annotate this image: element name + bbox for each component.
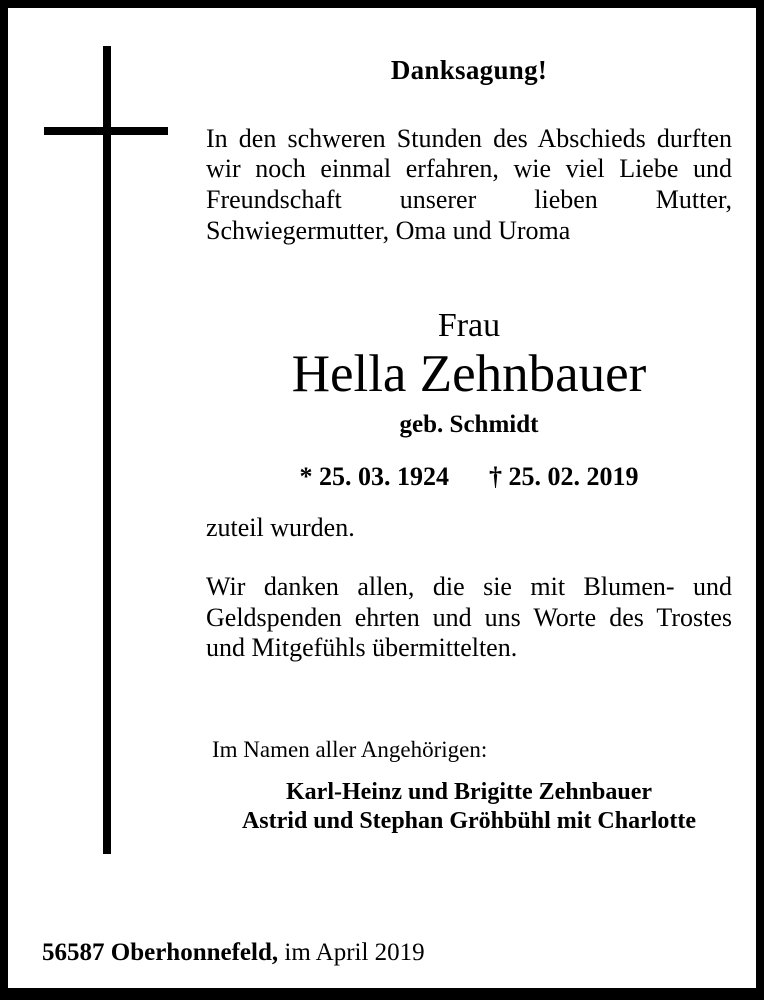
spacer-after-dates: [206, 491, 732, 513]
notice-content: [206, 38, 732, 836]
cross-horizontal-bar: [44, 127, 168, 135]
deceased-full-name: Hella Zehnbauer: [291, 345, 647, 404]
honorific: Frau: [437, 307, 501, 345]
kin-line: Karl-Heinz und Brigitte Zehnbauer: [286, 778, 652, 805]
life-dates: [206, 463, 732, 492]
kin-line: Astrid und Stephan Gröhbühl mit Charlotte: [241, 807, 697, 834]
footer-date: im April 2019: [278, 938, 425, 966]
thanks-paragraph: Wir danken allen, die sie mit Blumen- und Geldspenden ehrten und uns Worte des Trostes und Mitgefühls übermittelten.: [206, 572, 732, 663]
spacer-before-kin: [206, 664, 732, 736]
spacer-before-thanks: [206, 544, 732, 572]
maiden-name: geb. Schmidt: [399, 411, 539, 439]
spacer-before-name: [206, 246, 732, 308]
kin-intro-label: Im Namen aller Angehörigen:: [212, 737, 488, 763]
death-date: † 25. 02. 2019: [489, 461, 639, 491]
latin-cross-icon: [44, 38, 184, 858]
cross-vertical-bar: [103, 46, 111, 854]
footer-location-date: [42, 939, 425, 967]
notice-title: Danksagung!: [390, 55, 548, 85]
birth-date: * 25. 03. 1924: [299, 461, 449, 491]
footer-place: 56587 Oberhonnefeld,: [42, 938, 279, 966]
intro-paragraph: In den schweren Stunden des Abschieds durften wir noch einmal erfahren, wie viel Liebe und Freundschaft unserer lieben Mutter, Schwiegermutter, Oma und Uroma: [206, 123, 732, 245]
continuation-paragraph: zuteil wurden.: [206, 513, 355, 543]
